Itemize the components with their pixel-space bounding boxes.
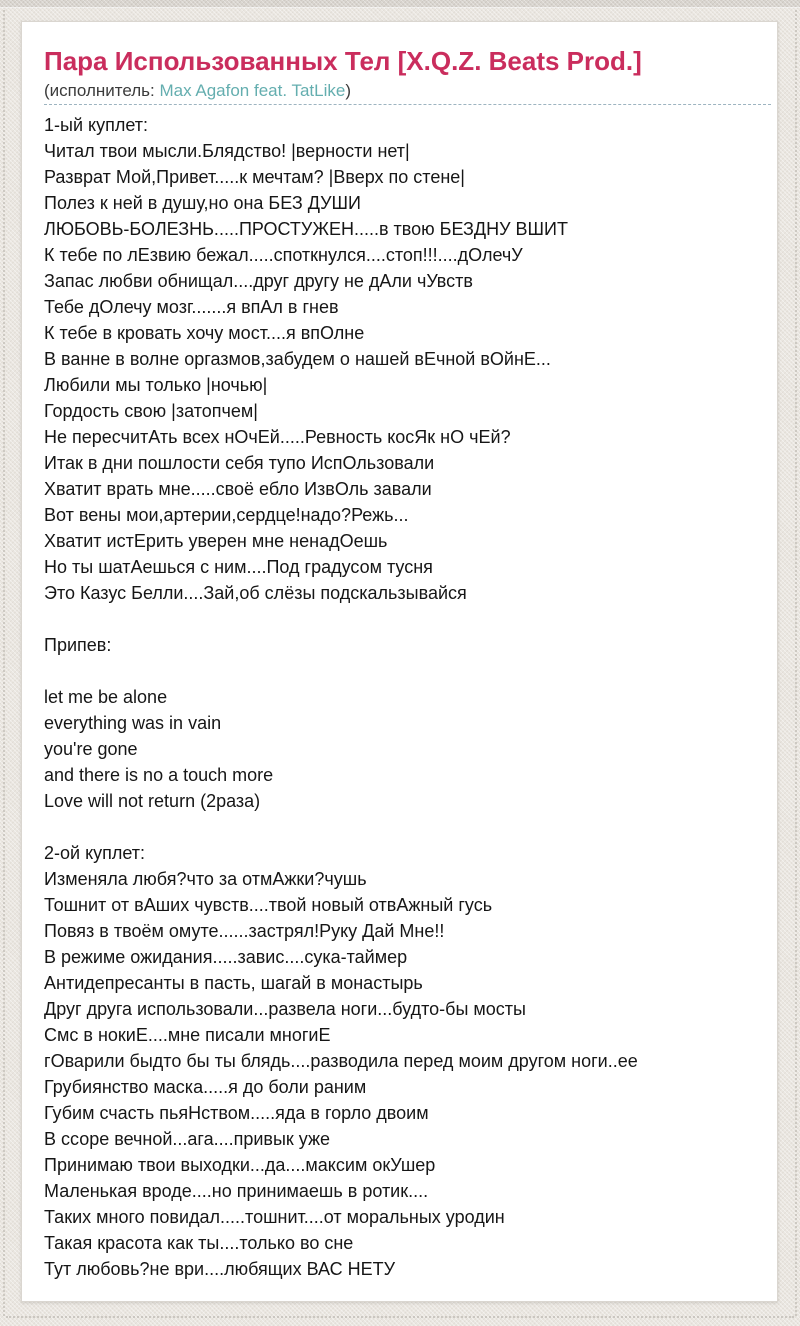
lyric-line: Тебе дОлечу мозг.......я впАл в гнев [44, 297, 339, 317]
lyric-line: let me be alone [44, 687, 168, 707]
lyric-line: Друг друга использовали...развела ноги...будто-бы мосты [44, 999, 526, 1019]
song-title: Пара Использованных Тел [X.Q.Z. Beats Prod.] [44, 46, 642, 76]
lyric-line: 1-ый куплет: [44, 115, 148, 135]
lyric-line: Разврат Мой,Привет.....к мечтам? |Вверх по стене| [44, 167, 465, 187]
lyric-line: and there is no a touch more [44, 765, 274, 785]
lyric-line: Запас любви обнищал....друг другу не дАли чУвств [44, 271, 473, 291]
bottom-stitch-line [6, 1316, 794, 1318]
lyric-line: Припев: [44, 635, 112, 655]
lyric-line: Вот вены мои,артерии,сердце!надо?Режь... [44, 505, 409, 525]
lyric-line: Принимаю твои выходки...да....максим окУшер [44, 1155, 436, 1175]
artist-line-suffix: ) [345, 81, 352, 100]
lyric-line [44, 606, 756, 632]
lyric-line: Гордость свою |затопчем| [44, 401, 258, 421]
lyric-line: Маленькая вроде....но принимаешь в ротик.... [44, 1181, 429, 1201]
lyric-line: Таких много повидал.....тошнит....от моральных уродин [44, 1207, 505, 1227]
left-stitch-line [3, 10, 5, 1316]
lyric-line: Итак в дни пошлости себя тупо ИспОльзовали [44, 453, 435, 473]
lyric-line: К тебе в кровать хочу мост....я впОлне [44, 323, 365, 343]
lyric-line: 2-ой куплет: [44, 843, 146, 863]
lyrics-text [44, 112, 756, 1282]
lyric-line: Хватит врать мне.....своё ебло ИзвОль завали [44, 479, 432, 499]
lyric-line: Хватит истЕрить уверен мне ненадОешь [44, 531, 388, 551]
artist-label: (исполнитель: [44, 81, 160, 100]
lyric-line: Не пересчитАть всех нОчЕй.....Ревность косЯк нО чЕй? [44, 427, 511, 447]
lyric-line: В режиме ожидания.....завис....сука-таймер [44, 947, 408, 967]
lyric-line: Love will not return (2раза) [44, 791, 261, 811]
lyric-line: Полез к ней в душу,но она БЕЗ ДУШИ [44, 193, 361, 213]
right-stitch-line [795, 10, 797, 1316]
lyric-line: Смс в нокиЕ....мне писали многиЕ [44, 1025, 331, 1045]
artist-link[interactable]: Max Agafon feat. TatLike [159, 81, 346, 100]
lyric-line: Изменяла любя?что за отмАжки?чушь [44, 869, 367, 889]
lyric-line: Любили мы только |ночью| [44, 375, 268, 395]
lyric-line: Повяз в твоём омуте......застрял!Руку Дай Мне!! [44, 921, 445, 941]
top-strip [0, 0, 800, 8]
lyric-line [44, 658, 756, 684]
lyric-line: Но ты шатАешься с ним....Под градусом тусня [44, 557, 433, 577]
dotted-separator [44, 104, 771, 105]
lyric-line: Антидепресанты в пасть, шагай в монастырь [44, 973, 423, 993]
lyric-line: Это Казус Белли....Зай,об слёзы подскальзывайся [44, 583, 467, 603]
lyric-line: К тебе по лЕзвию бежал.....споткнулся....стоп!!!....дОлечУ [44, 245, 523, 265]
artist-line [44, 80, 756, 101]
lyric-line: Тошнит от вАших чувств....твой новый отвАжный гусь [44, 895, 493, 915]
lyric-line: Грубиянство маска.....я до боли раним [44, 1077, 367, 1097]
lyric-line: гОварили быдто бы ты блядь....разводила перед моим другом ноги..ее [44, 1051, 638, 1071]
lyric-line: Тут любовь?не ври....любящих ВАС НЕТУ [44, 1259, 396, 1279]
lyric-line: В ванне в волне оргазмов,забудем о нашей вЕчной вОйнЕ... [44, 349, 551, 369]
lyric-line: Губим счасть пьяНством.....яда в горло двоим [44, 1103, 429, 1123]
lyric-line [44, 814, 756, 840]
lyric-line: Такая красота как ты....только во сне [44, 1233, 354, 1253]
lyric-line: Читал твои мысли.Блядство! |верности нет| [44, 141, 410, 161]
lyric-line: you're gone [44, 739, 138, 759]
lyrics-card [21, 21, 778, 1302]
lyric-line: В ссоре вечной...ага....привык уже [44, 1129, 331, 1149]
lyric-line: ЛЮБОВЬ-БОЛЕЗНЬ.....ПРОСТУЖЕН.....в твою БЕЗДНУ ВШИТ [44, 219, 568, 239]
lyric-line: everything was in vain [44, 713, 222, 733]
